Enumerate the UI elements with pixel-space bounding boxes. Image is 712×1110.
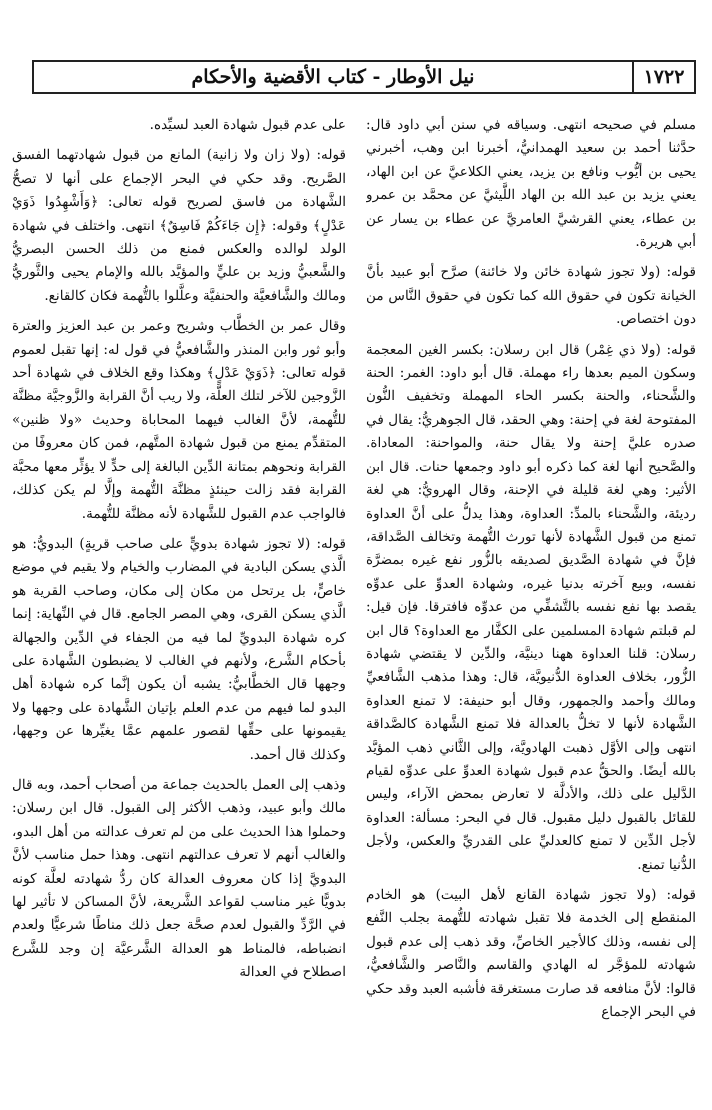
- left-column: [12, 114, 346, 1110]
- paragraph: على عدم قبول شهادة العبد لسيِّده.: [149, 117, 346, 133]
- paragraph: قوله: (لا تجوز شهادة بدويٍّ على صاحب قريةٍ) البدويُّ: هو الَّذي يسكن البادية في المضارب والخيام ولا يقيم في موضع خاصٍّ، بل يرتحل من مكان إلى مكان، وصاحب القرية هو الَّذي يسكن القرى، وهي المصر الجامع. قال في النِّهاية: إنما كره شهادة البدويِّ لما فيه من الجفاء في الدِّين والجهالة بأحكام الشَّرع، ولأنهم في الغالب لا يضبطون الشَّهادة على وجهها قال الخطَّابيُّ: يشبه أن يكون إنَّما كره شهادة أهل البدو لما فيهم من عدم العلم بإتيان الشَّهادة على وجهها ولا يقيمونها على حقِّها لقصور علمهم عمَّا يغيِّرها عن وجهها، وكذلك قال أحمد.: [12, 535, 346, 763]
- paragraph: قوله: (ولا تجوز شهادة خائن ولا خائنة) صرَّح أبو عبيد بأنَّ الخيانة تكون في حقوق الله كما تكون في حقوق النَّاس من دون اختصاص.: [366, 264, 696, 328]
- paragraph: وذهب إلى العمل بالحديث جماعة من أصحاب أحمد، وبه قال مالك وأبو عبيد، وذهب الأكثر إلى القبول. قال ابن رسلان: وحملوا هذا الحديث على من لم تعرف عدالته من أهل البدو، والغالب أنهم لا تعرف عدالتهم انتهى. وهذا حمل مناسب لأنَّ البدويَّ إذا كان معروف العدالة كان ردُّ شهادته لعلَّة كونه بدويًّا غير مناسب لقواعد الشَّريعة، لأنَّ المساكن لا تأثير لها في الرَّدِّ والقبول لعدم صحَّة جعل ذلك مناطًا شرعيًّا ولعدم انضباطه، فالمناط هو العدالة الشَّرعيَّة إن وجد للشَّرع اصطلاح في العدالة: [12, 776, 346, 981]
- paragraph: مسلم في صحيحه انتهى. وسياقه في سنن أبي داود قال: حدَّثنا أحمد بن سعيد الهمدانيُّ، أخبرنا ابن وهب، أخبرني يحيى بن أيُّوب ونافع بن يزيد، يعني الكلاعيَّ عن ابن الهاد، يعني يزيد بن عبد الله بن الهاد اللَّيثيَّ عن محمَّد بن عمرو بن عطاء، يعني القرشيَّ العامريَّ عن عطاء بن يسار عن أبي هريرة.: [366, 117, 696, 251]
- running-title: نيل الأوطار - كتاب الأقضية والأحكام: [191, 66, 475, 88]
- page-number: ١٧٢٢: [632, 62, 694, 92]
- page-header: [32, 60, 696, 94]
- paragraph: قوله: (ولا ذي غِمْر) قال ابن رسلان: بكسر الغين المعجمة وسكون الميم بعدها راء مهملة. قال أبو داود: الغمر: الحنة والشَّحناء، والحنة بكسر الحاء المهملة وتخفيف النُّون المفتوحة لغة في إحنة: وهي الحقد، قال الجوهريُّ: يقال في صدره عليَّ إحنة ولا يقال حنة، والمواحنة: المعاداة. والصَّحيح أنها لغة كما ذكره أبو داود وجمعها حنات. قال ابن الأثير: وهي لغة قليلة في الإحنة، وقال الهرويُّ: هي لغة رديئة، والشَّحناء بالمدِّ: العداوة، وهذا يدلُّ على أنَّ العداوة تمنع من قبول الشَّهادة لأنها تورث التُّهمة وتخالف الصَّداقة، فإنَّ في شهادة الصَّديق لصديقه بالزُّور نفع غيره بمضرَّة نفسه، وبيع آخرته بدنيا غيره، وشهادة العدوِّ على عدوِّه يقصد بها نفع نفسه بالتَّشفِّي من عدوِّه فافترقا. فإن قيل: لم قبلتم شهادة المسلمين على الكفَّار مع العداوة؟ قال ابن رسلان: قلنا العداوة ههنا دينيَّة، والدِّين لا يقتضي شهادة الزُّور، بخلاف العداوة الدُّنيويَّة، قال: وهذا مذهب الشَّافعيِّ ومالك وأحمد والجمهور، وقال أبو حنيفة: لا تمنع العداوة الشَّهادة لأنها لا تخلُّ بالعدالة فلا تمنع الشَّهادة كالصَّداقة انتهى وإلى الأوَّل ذهبت الهادويَّة، وإلى الثَّاني ذهب المؤيَّد بالله أيضًا. والحقُّ عدم قبول شهادة العدوِّ على عدوِّه لقيام الدَّليل على ذلك، والأدلَّة لا تعارض بمحض الآراء، وليس للقائل بالقبول دليل مقبول. قال في البحر: مسألة: العداوة لأجل الدِّين لا تمنع كالعدليِّ على القدريِّ والعكس، ولأجل الدُّنيا تمنع.: [366, 341, 696, 873]
- paragraph: قوله: (ولا زان ولا زانية) المانع من قبول شهادتهما الفسق الصَّريح. وقد حكي في البحر الإجماع على أنها لا تصحُّ الشَّهادة من فاسق لصريح قوله تعالى: ﴿وَأَشْهِدُوا ذَوَيْ عَدْلٍ﴾ وقوله: ﴿إِن جَاءَكُمْ فَاسِقٌ﴾ انتهى. واختلف في شهادة الولد لوالده والعكس فمنع من ذلك الحسن البصريُّ والشَّعبيُّ وزيد بن عليٍّ والمؤيَّد بالله والإمام يحيى والثَّوريُّ ومالك والشَّافعيَّة والحنفيَّة وعلَّلوا بالتُّهمة فكان كالقانع.: [12, 147, 346, 304]
- right-column: [366, 114, 696, 1110]
- column-gutter: [356, 118, 357, 1098]
- paragraph: قوله: (ولا تجوز شهادة القانع لأهل البيت) هو الخادم المنقطع إلى الخدمة فلا تقبل شهادته للتُّهمة بجلب النَّفع إلى نفسه، وذلك كالأجير الخاصِّ، وقد ذهب إلى عدم قبول شهادته للمؤجَّر له الهادي والقاسم والنَّاصر والشَّافعيُّ، قالوا: لأنَّ منافعه قد صارت مستغرقة فأشبه العبد وقد حكي في البحر الإجماع: [366, 887, 696, 1021]
- paragraph: وقال عمر بن الخطَّاب وشريح وعمر بن عبد العزيز والعترة وأبو ثور وابن المنذر والشَّافعيُّ في قول له: إنها تقبل لعموم قوله تعالى: ﴿ذَوَيْ عَدْلٍ﴾ وهكذا وقع الخلاف في شهادة أحد الزَّوجين للآخر لتلك العلَّة، ولا ريب أنَّ القرابة والزَّوجيَّة مظنَّة للتُّهمة، لأنَّ الغالب فيهما المحاباة وحديث «ولا ظنين» المتقدِّم يمنع من قبول شهادة المتَّهم، فمن كان معروفًا من القرابة ونحوهم بمتانة الدِّين البالغة إلى حدٍّ لا يؤثِّر معها محبَّة القرابة فقد زالت حينئذٍ مظنَّة التُّهمة وإلَّا لم يكن كذلك، فالواجب عدم القبول للشَّهادة لأنه مظنَّة للتُّهمة.: [12, 318, 346, 522]
